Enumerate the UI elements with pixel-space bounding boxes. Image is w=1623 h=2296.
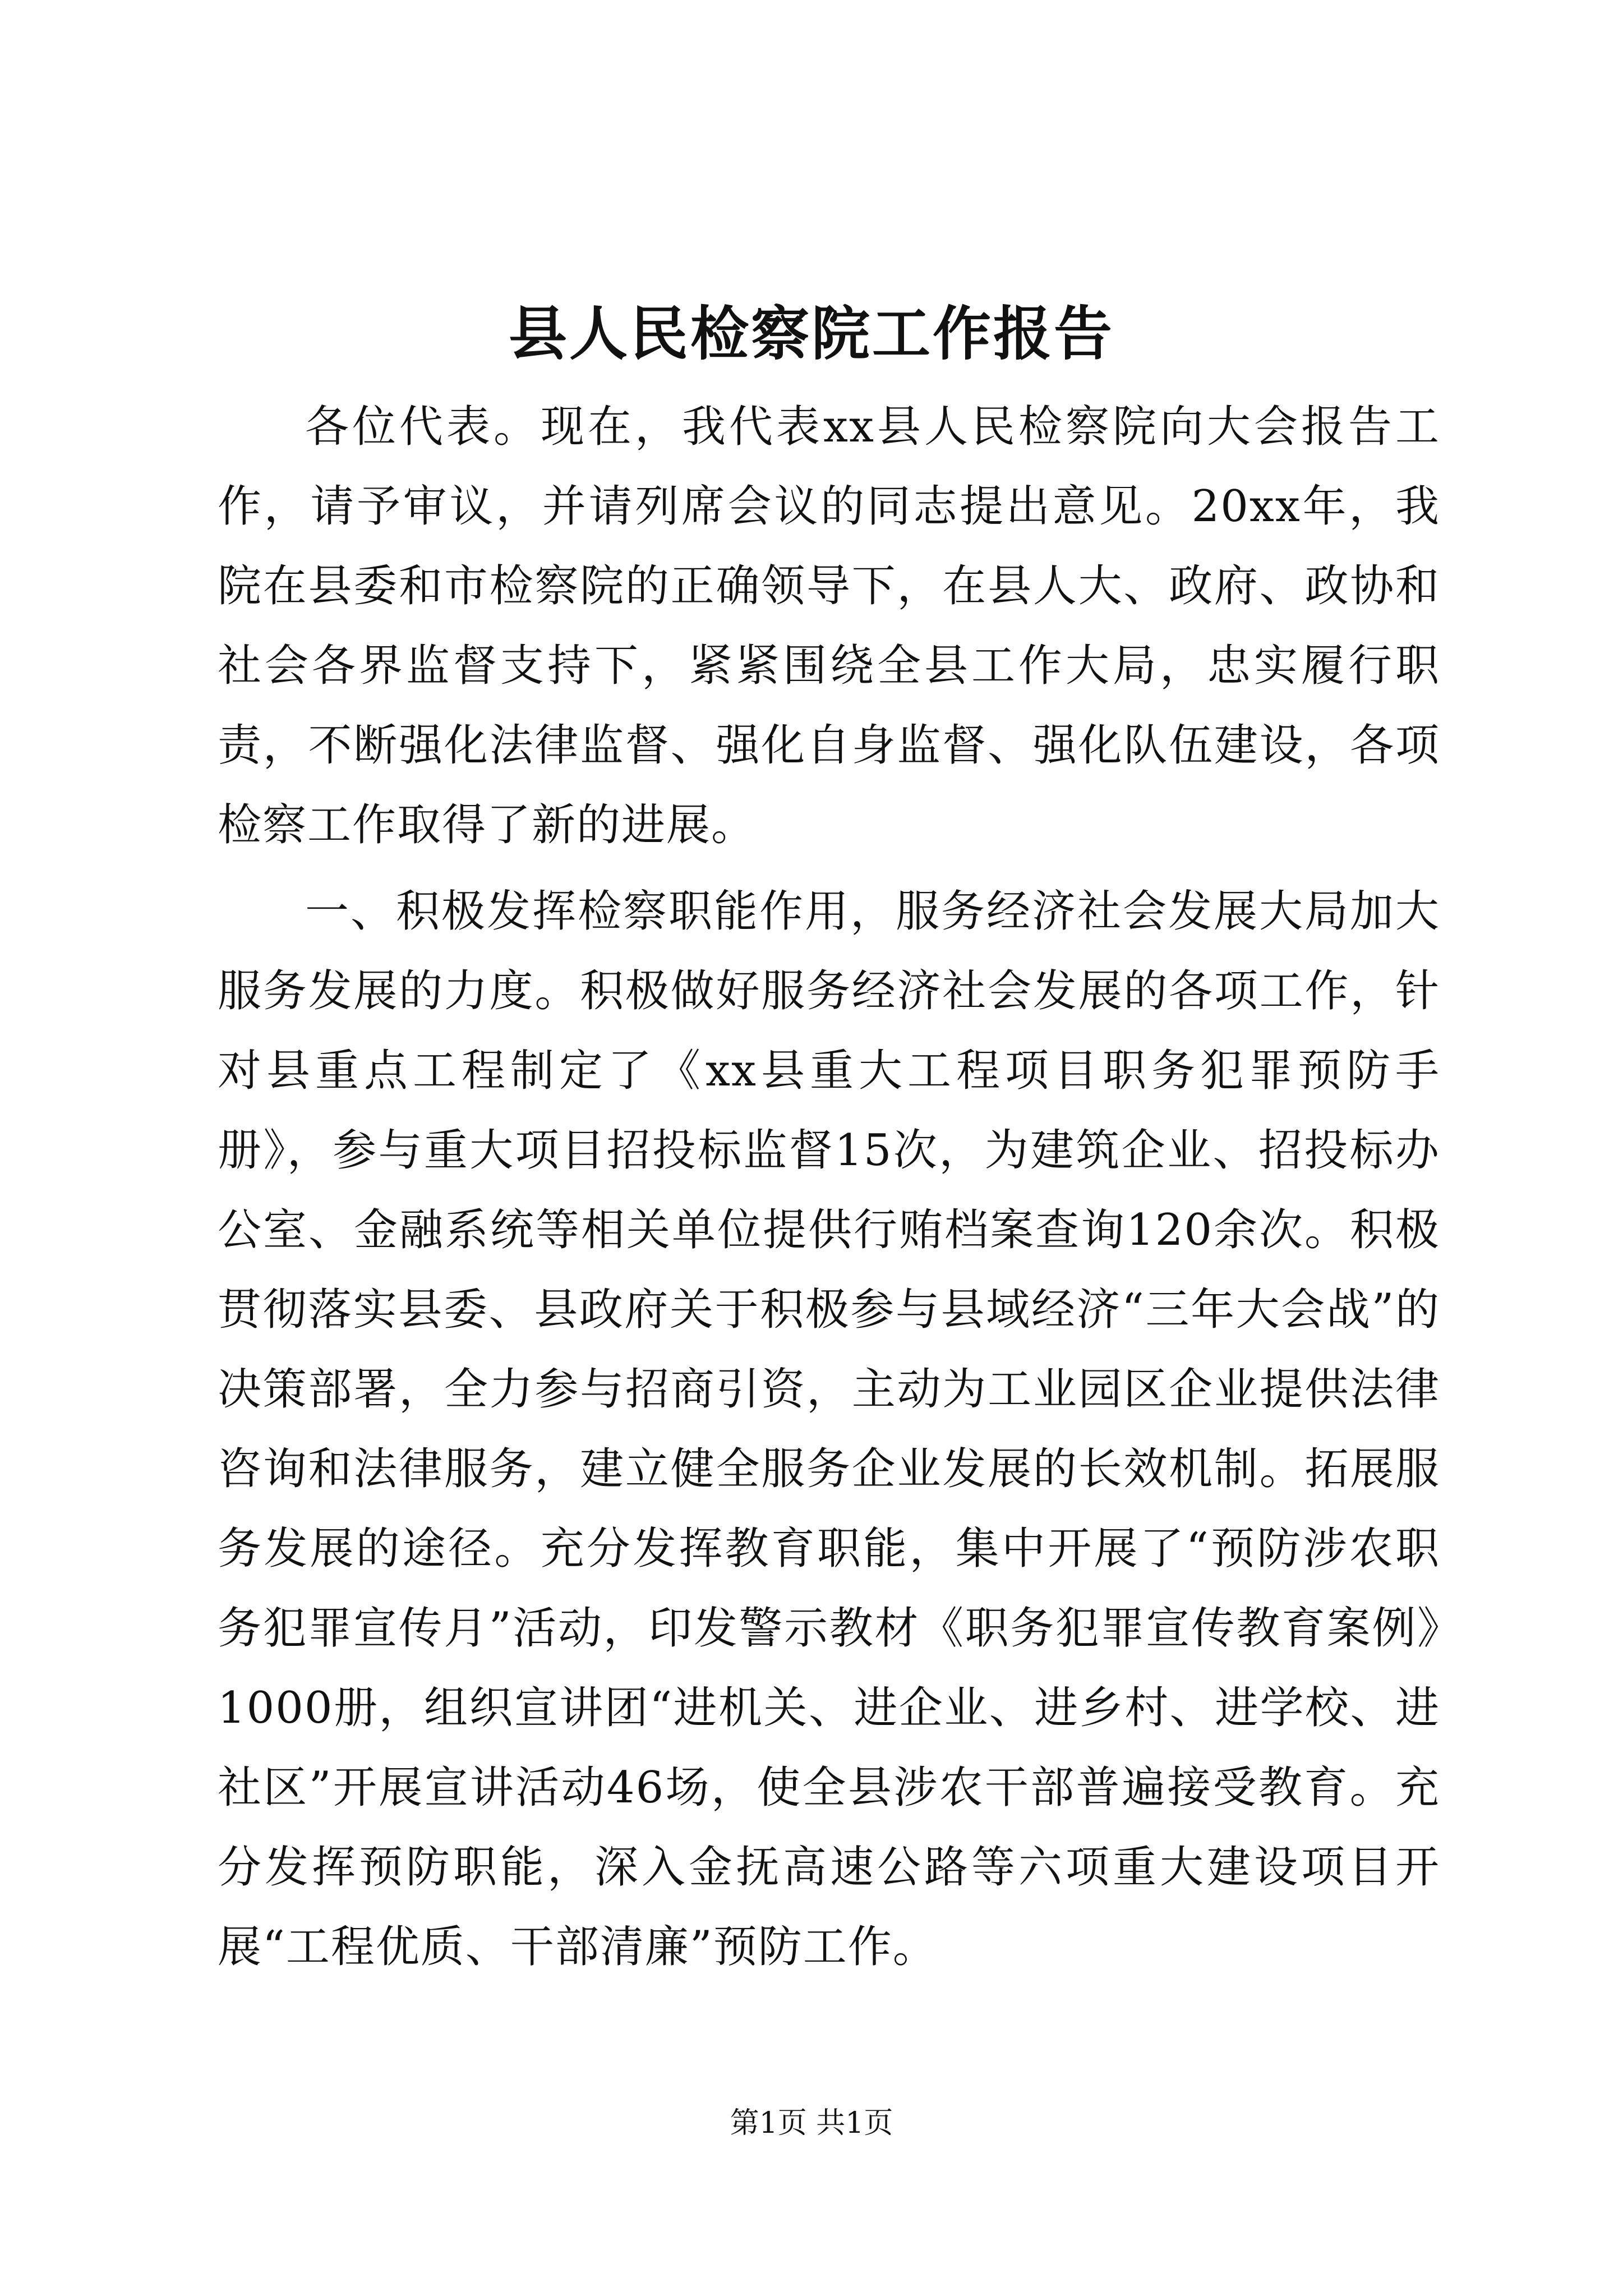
document-body xyxy=(218,387,1440,1987)
paragraph-intro: 各位代表。现在，我代表xx县人民检察院向大会报告工作，请予审议，并请列席会议的同志提出意见。20xx年，我院在县委和市检察院的正确领导下，在县人大、政府、政协和社会各界监督支持下，紧紧围绕全县工作大局，忠实履行职责，不断强化法律监督、强化自身监督、强化队伍建设，各项检察工作取得了新的进展。 xyxy=(218,402,1440,850)
paragraph-section-one: 一、积极发挥检察职能作用，服务经济社会发展大局加大服务发展的力度。积极做好服务经济社会发展的各项工作，针对县重点工程制定了《xx县重大工程项目职务犯罪预防手册》，参与重大项目招投标监督15次，为建筑企业、招投标办公室、金融系统等相关单位提供行贿档案查询120余次。积极贯彻落实县委、县政府关于积极参与县域经济“三年大会战”的决策部署，全力参与招商引资，主动为工业园区企业提供法律咨询和法律服务，建立健全服务企业发展的长效机制。拓展服务发展的途径。充分发挥教育职能，集中开展了“预防涉农职务犯罪宣传月”活动，印发警示教材《职务犯罪宣传教育案例》1000册，组织宣讲团“进机关、进企业、进乡村、进学校、进社区”开展宣讲活动46场，使全县涉农干部普遍接受教育。充分发挥预防职能，深入金抚高速公路等六项重大建设项目开展“工程优质、干部清廉”预防工作。 xyxy=(218,886,1440,1972)
document-title: 县人民检察院工作报告 xyxy=(508,299,1114,368)
page-number-footer: 第1页 共1页 xyxy=(730,2106,893,2140)
